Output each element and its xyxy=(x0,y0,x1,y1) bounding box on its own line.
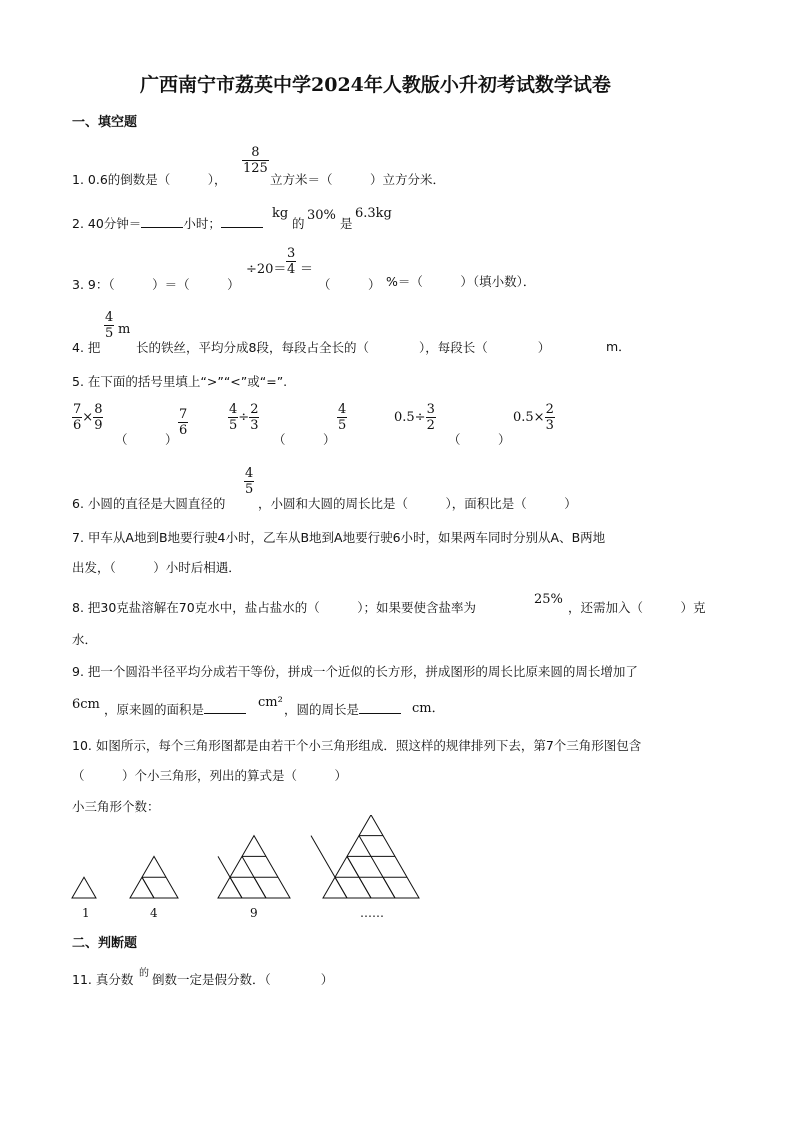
q9-blank-2 xyxy=(359,701,401,714)
triangle-figure-3 xyxy=(218,836,290,898)
triangle-label-4: 4 xyxy=(150,906,158,920)
q9-area-unit: cm² xyxy=(258,695,283,710)
q2-blank-1 xyxy=(141,215,183,228)
q1-text-b: 立方米＝（ ）立方分米． xyxy=(270,172,446,187)
q9-line-1: 9. 把一个圆沿半径平均分成若干等份，拼成一个近似的长方形，拼成图形的周长比原来圆的周长增加了 xyxy=(72,664,638,679)
q11-note: 的 xyxy=(139,968,149,979)
section-heading-judge: 二、判断题 xyxy=(72,936,138,951)
q7-line-1: 7. 甲车从A地到B地要行驶4小时，乙车从B地到A地要行驶6小时，如果两车同时分别从A、B两地 xyxy=(72,530,606,545)
q6-text-b: ，小圆和大圆的周长比是（ ），面积比是（ ） xyxy=(258,496,577,511)
q3-text-a: 3. 9：（ ）＝（ ） xyxy=(72,277,240,292)
q3-fraction: $\frac{3}{4}$ xyxy=(287,246,296,277)
q5-text: 5. 在下面的括号里填上“>”“<”或“=”. xyxy=(72,374,288,389)
q9-line-2b: ，圆的周长是 xyxy=(284,700,401,718)
q11-text-b: 倒数一定是假分数．（ ） xyxy=(152,972,334,987)
triangle-grid-line xyxy=(142,877,154,898)
q5-paren-3: （ ） xyxy=(448,432,511,447)
q5-paren-2: （ ） xyxy=(273,432,336,447)
q8-percent: 25% xyxy=(534,592,563,607)
q2-text-d: 是 xyxy=(340,216,353,231)
triangle-pattern-figure xyxy=(60,815,440,925)
q4-text-b: 长的铁丝，平均分成8段，每段占全长的（ ），每段长（ ） xyxy=(136,340,551,355)
q10-line-1: 10. 如图所示，每个三角形图都是由若干个小三角形组成．照这样的规律排列下去，第7个三角形图包含 xyxy=(72,738,642,753)
q2-blank-2 xyxy=(221,215,263,228)
q10-line-2: （ ）个小三角形，列出的算式是（ ） xyxy=(72,768,348,783)
q3-text-e: %＝（ ）（填小数）． xyxy=(386,274,536,289)
q2-percent: 30% xyxy=(307,208,336,223)
q2-text-c: 的 xyxy=(292,216,305,231)
triangle-label-9: 9 xyxy=(250,906,258,920)
q3-text-b: ÷20＝ xyxy=(246,262,287,277)
q9-length-unit: cm． xyxy=(412,701,445,716)
q1-fraction: $\frac{8}{125}$ xyxy=(243,145,268,176)
triangle-grid-line xyxy=(230,877,242,898)
q6-text-a: 6. 小圆的直径是大圆直径的 xyxy=(72,496,226,511)
q10-line-3: 小三角形个数： xyxy=(72,799,160,814)
q7-line-2: 出发，（ ）小时后相遇． xyxy=(72,560,241,575)
q6-fraction: $\frac{4}{5}$ xyxy=(245,466,254,497)
q2-line: 2. 40分钟＝ 小时； xyxy=(72,214,263,232)
triangle-label-1: 1 xyxy=(82,906,90,920)
q3-text-c: ＝ xyxy=(300,262,314,277)
q4-text-c: m． xyxy=(606,339,631,354)
q4-fraction: $\frac{4}{5}$ xyxy=(105,310,114,341)
triangle-figure-1 xyxy=(72,877,96,898)
triangle-grid-line xyxy=(359,836,395,898)
q3-text-d: （ ） xyxy=(318,277,381,292)
page-title: 广西南宁市荔英中学2024年人教版小升初考试数学试卷 xyxy=(140,74,611,96)
q8-text-b: ，还需加入（ ）克 xyxy=(568,600,706,615)
q9-blank-1 xyxy=(204,701,246,714)
q5-rhs-3: 0.5× $\frac{2}{3}$ xyxy=(513,402,554,433)
section-heading-fill: 一、填空题 xyxy=(72,115,138,130)
q4-unit: m xyxy=(118,322,131,337)
q5-expr-1: $\frac{7}{6}$ × $\frac{8}{9}$ xyxy=(73,402,103,433)
q2-unit: kg xyxy=(272,206,289,221)
triangle-grid-line xyxy=(335,877,347,898)
q8-line-2: 水． xyxy=(72,632,98,647)
q5-paren-1: （ ） xyxy=(115,432,178,447)
q4-text-a: 4. 把 xyxy=(72,340,101,355)
q9-line-2: ，原来圆的面积是 xyxy=(104,700,246,718)
q9-length: 6cm xyxy=(72,697,100,712)
q11-text-a: 11. 真分数 xyxy=(72,972,134,987)
triangle-label-dots: …… xyxy=(360,906,384,920)
q5-rhs-1: $\frac{7}{6}$ xyxy=(179,407,188,438)
q8-text-a: 8. 把30克盐溶解在70克水中，盐占盐水的（ ）；如果要使含盐率为 xyxy=(72,600,476,615)
q2-mass: 6.3kg xyxy=(355,206,392,221)
q5-rhs-2: $\frac{4}{5}$ xyxy=(338,402,347,433)
q5-expr-3: 0.5÷ $\frac{3}{2}$ xyxy=(394,402,435,433)
q5-expr-2: $\frac{4}{5}$ ÷ $\frac{2}{3}$ xyxy=(229,402,259,433)
q1-text-a: 1. 0.6的倒数是（ ）， xyxy=(72,172,227,187)
